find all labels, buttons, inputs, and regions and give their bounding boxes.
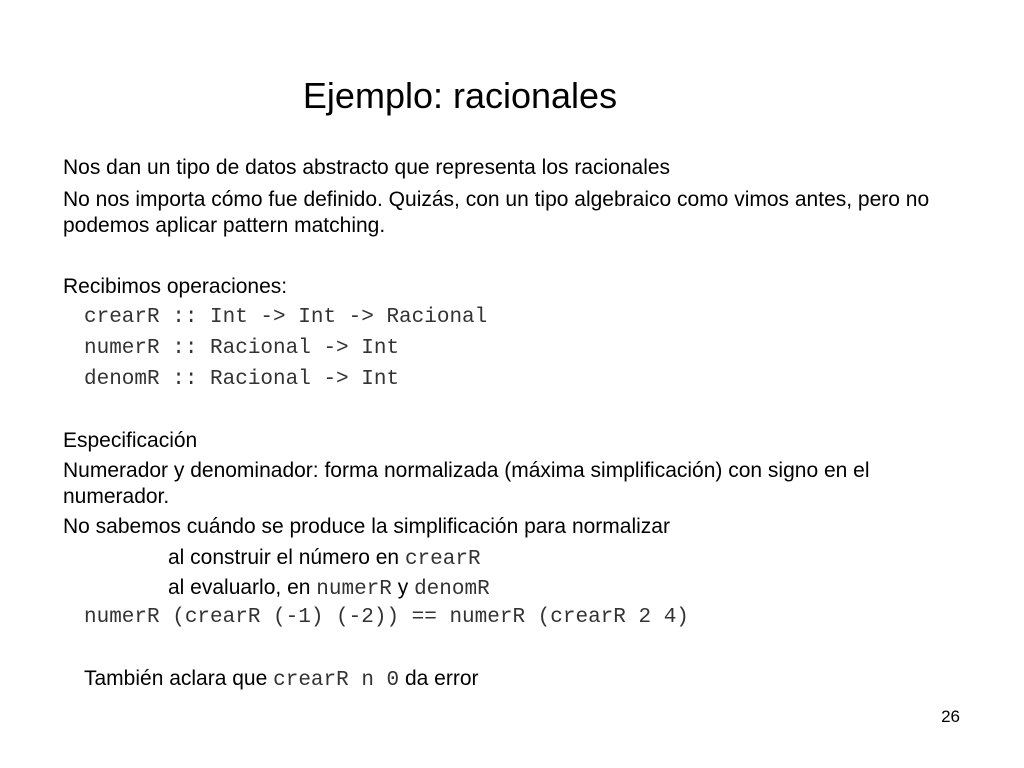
spec-heading: Especificación [63,429,198,452]
spec-case-1-text: al construir el número en [168,546,405,569]
spec-case-2-code-a: numerR [316,578,392,601]
spec-line-2: No sabemos cuándo se produce la simplificación para normalizar [63,515,670,538]
final-note-text-a: También aclara que [84,667,274,690]
spec-case-1 [168,545,1024,573]
final-note-code: crearR n 0 [273,669,400,692]
slide-title: Ejemplo: racionales [302,75,618,116]
operation-crearR: crearR :: Int -> Int -> Racional [84,306,488,329]
page-number: 26 [941,707,960,726]
intro-line-2: No nos importa cómo fue definido. Quizás, con un tipo algebraico como vimos antes, pero no podemos aplicar pattern matching. [63,188,930,237]
spec-case-2-code-b: denomR [414,578,490,601]
spec-case-2-and: y [391,576,415,599]
operation-numerR: numerR :: Racional -> Int [84,337,400,360]
intro-line-1: Nos dan un tipo de datos abstracto que representa los racionales [63,156,671,179]
operations-heading: Recibimos operaciones: [63,275,288,298]
spec-line-1: Numerador y denominador: forma normalizada (máxima simplificación) con signo en el numerador. [63,459,870,508]
final-note-text-b: da error [399,667,479,690]
spec-case-1-code: crearR [404,548,481,571]
spec-case-2-text: al evaluarlo, en [168,576,317,599]
spec-case-2 [168,575,1024,603]
operation-denomR: denomR :: Racional -> Int [84,368,400,391]
final-note [84,666,984,694]
example-code: numerR (crearR (-1) (-2)) == numerR (crearR 2 4) [84,606,689,629]
